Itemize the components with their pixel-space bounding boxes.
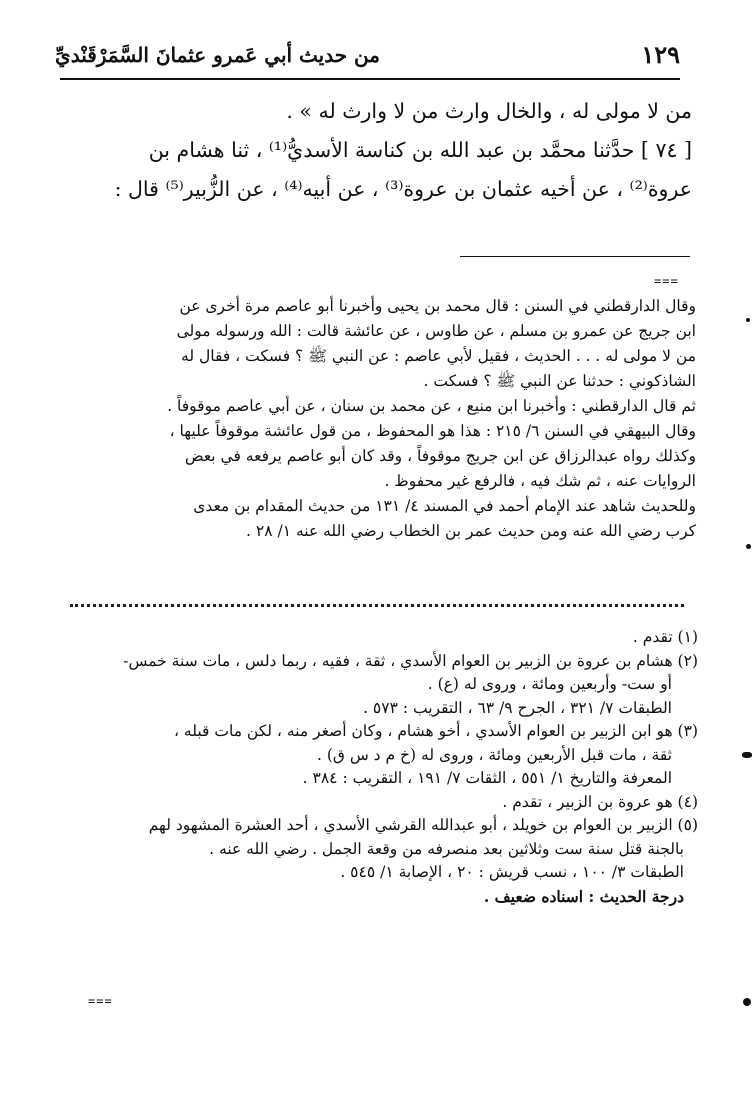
commentary-block [56,294,696,544]
commentary-line: وقال البيهقي في السنن ٦/ ٢١٥ : هذا هو المحفوظ ، من قول عائشة موقوفاً عليها ، [169,422,696,440]
margin-speck [743,998,751,1006]
footnote-2-refs: الطبقات ٧/ ٣٢١ ، الجرح ٩/ ٦٣ ، التقريب : ٥٧٣ . [363,698,672,717]
header-rule [60,78,680,80]
footnote-5: (٥) الزبير بن العوام بن خويلد ، أبو عبدالله القرشي الأسدي ، أحد العشرة المشهود لهم [148,816,698,834]
footnote-1: (١) تقدم . [632,628,698,646]
commentary-line: كرب رضي الله عنه ومن حديث عمر بن الخطاب رضي الله عنه ١/ ٢٨ . [246,522,696,540]
main-text-line: [ ٧٤ ] حدَّثنا محمَّد بن عبد الله بن كناسة الأسديُّ⁽¹⁾ ، ثنا هشام بن [148,138,692,162]
commentary-line: ثم قال الدارقطني : وأخبرنا ابن منيع ، عن محمد بن سنان ، عن أبي عاصم موقوفاً . [167,397,696,415]
page-number: ١٢٩ [641,40,680,69]
margin-speck [746,318,750,322]
footnote-rule [460,256,690,257]
footnote-2-cont: أو ست- وأربعين ومائة ، وروى له (ع) . [427,675,672,693]
commentary-line: وقال الدارقطني في السنن : قال محمد بن يحيى وأخبرنا أبو عاصم مرة أخرى عن [179,297,696,315]
footnotes-block [48,626,698,908]
footnote-2: (٢) هشام بن عروة بن الزبير بن العوام الأسدي ، ثقة ، فقيه ، ربما دلس ، مات سنة خمس- [123,651,698,670]
commentary-line: الشاذكوني : حدثنا عن النبي ﷺ ؟ فسكت . [423,372,696,390]
footnote-5-refs: الطبقات ٣/ ١٠٠ ، نسب قريش : ٢٠ ، الإصابة ١/ ٥٤٥ . [340,863,684,881]
footnote-3-refs: المعرفة والتاريخ ١/ ٥٥١ ، الثقات ٧/ ١٩١ ، التقريب : ٣٨٤ . [302,769,672,787]
main-text-line: من لا مولى له ، والخال وارث من لا وارث له » . [286,99,692,123]
margin-speck [742,752,752,758]
footnote-3-cont: ثقة ، مات قبل الأربعين ومائة ، وروى له (خ م د س ق) . [316,745,672,764]
commentary-line: وللحديث شاهد عند الإمام أحمد في المسند ٤/ ١٣١ من حديث المقدام بن معدى [193,497,696,515]
dotted-divider [70,604,684,607]
main-text [62,92,692,209]
separator-bottom: === [88,994,113,1008]
separator-top: === [654,274,679,288]
footnote-5-cont: بالجنة قتل سنة ست وثلاثين بعد منصرفه من وقعة الجمل . رضي الله عنه . [209,839,684,858]
footnote-4: (٤) هو عروة بن الزبير ، تقدم . [502,792,698,811]
page-header [55,40,680,80]
main-text-line: عروة⁽²⁾ ، عن أخيه عثمان بن عروة⁽³⁾ ، عن أبيه⁽⁴⁾ ، عن الزُّبير⁽⁵⁾ قال : [114,177,692,201]
commentary-line: من لا مولى له . . . الحديث ، فقيل لأبي عاصم : عن النبي ﷺ ؟ فسكت ، فقال له [181,347,696,365]
running-title: من حديث أبي عَمرو عثمانَ السَّمَرْقَنْديِّ [55,43,380,67]
commentary-line: ابن جريج عن عمرو بن مسلم ، عن طاوس ، عن عائشة قالت : الله ورسوله مولى [176,322,696,340]
hadith-grade: درجة الحديث : اسناده ضعيف . [483,886,684,906]
margin-speck [746,544,751,549]
footnote-3: (٣) هو ابن الزبير بن العوام الأسدي ، أخو هشام ، وكان أصغر منه ، لكن مات قبله ، [174,722,698,740]
commentary-line: وكذلك رواه عبدالرزاق عن ابن جريج موقوفاً ، وقد كان أبو عاصم يرفعه في بعض [184,447,696,465]
commentary-line: الروايات عنه ، ثم شك فيه ، فالرفع غير محفوظ . [384,472,696,490]
